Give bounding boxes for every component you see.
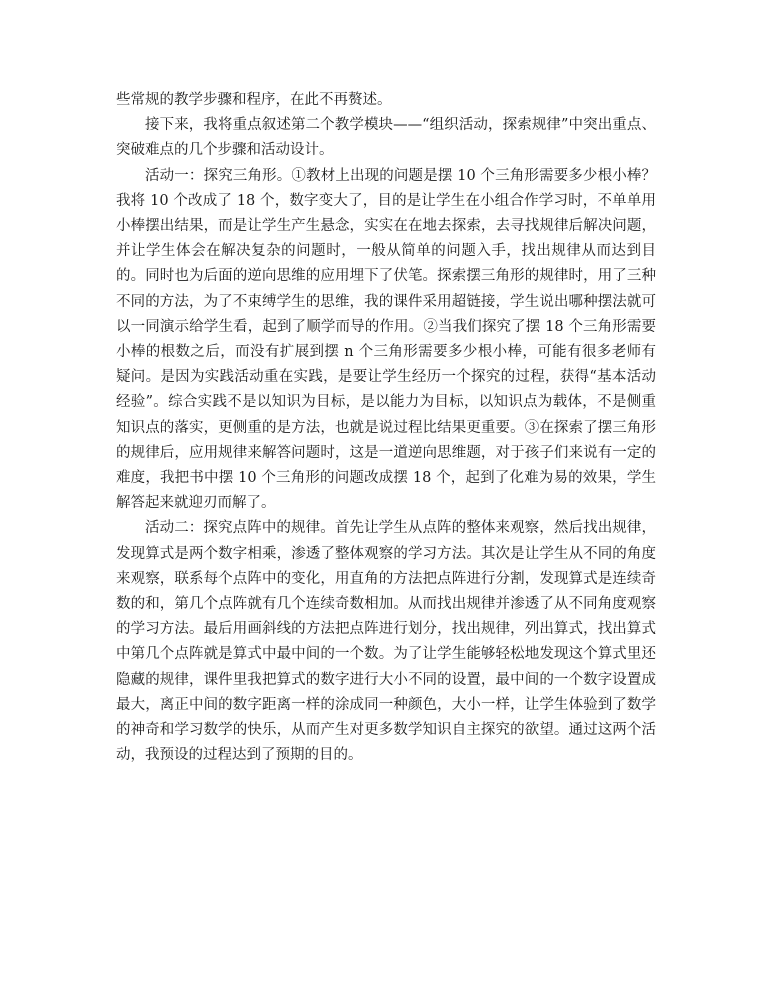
paragraph-activity-one: 活动一：探究三角形。①教材上出现的问题是摆 10 个三角形需要多少根小棒？我将 10 个改成了 18 个，数字变大了，目的是让学生在小组合作学习时，不单单用小棒摆出结果，而是让学生产生悬念，实实在在地去探索，去寻找规律后解决问题，并让学生体会在解决复杂的问题时，一般从简单的问题入手，找出规律从而达到目的。同时也为后面的逆向思维的应用埋下了伏笔。探索摆三角形的规律时，用了三种不同的方法，为了不束缚学生的思维，我的课件采用超链接，学生说出哪种摆法就可以一同演示给学生看，起到了顺学而导的作用。②当我们探究了摆 18 个三角形需要小棒的根数之后，而没有扩展到摆 n 个三角形需要多少根小棒，可能有很多老师有疑问。是因为实践活动重在实践，是要让学生经历一个探究的过程，获得“基本活动经验”。综合实践不是以知识为目标，是以能力为目标，以知识点为载体，不是侧重知识点的落实，更侧重的是方法，也就是说过程比结果更重要。③在探索了摆三角形的规律后，应用规律来解答问题时，这是一道逆向思维题，对于孩子们来说有一定的难度，我把书中摆 10 个三角形的问题改成摆 18 个，起到了化难为易的效果，学生解答起来就迎刃而解了。 xyxy=(116,167,656,512)
paragraph-activity-two: 活动二：探究点阵中的规律。首先让学生从点阵的整体来观察，然后找出规律，发现算式是两个数字相乘，渗透了整体观察的学习方法。其次是让学生从不同的角度来观察，联系每个点阵中的变化，用直角的方法把点阵进行分割，发现算式是连续奇数的和，第几个点阵就有几个连续奇数相加。从而找出规律并渗透了从不同角度观察的学习方法。最后用画斜线的方法把点阵进行划分，找出规律，列出算式，找出算式中第几个点阵就是算式中最中间的一个数。为了让学生能够轻松地发现这个算式里还隐藏的规律，课件里我把算式的数字进行大小不同的设置，最中间的一个数字设置成最大，离正中间的数字距离一样的涂成同一种颜色，大小一样，让学生体验到了数学的神奇和学习数学的快乐，从而产生对更多数学知识自主探究的欲望。通过这两个活动，我预设的过程达到了预期的目的。 xyxy=(116,520,656,764)
paragraph-module-intro: 接下来，我将重点叙述第二个教学模块——“组织活动，探索规律”中突出重点、突破难点的几个步骤和活动设计。 xyxy=(116,117,656,159)
document-page xyxy=(116,88,656,768)
paragraph-continuation: 些常规的教学步骤和程序，在此不再赘述。 xyxy=(116,92,392,108)
